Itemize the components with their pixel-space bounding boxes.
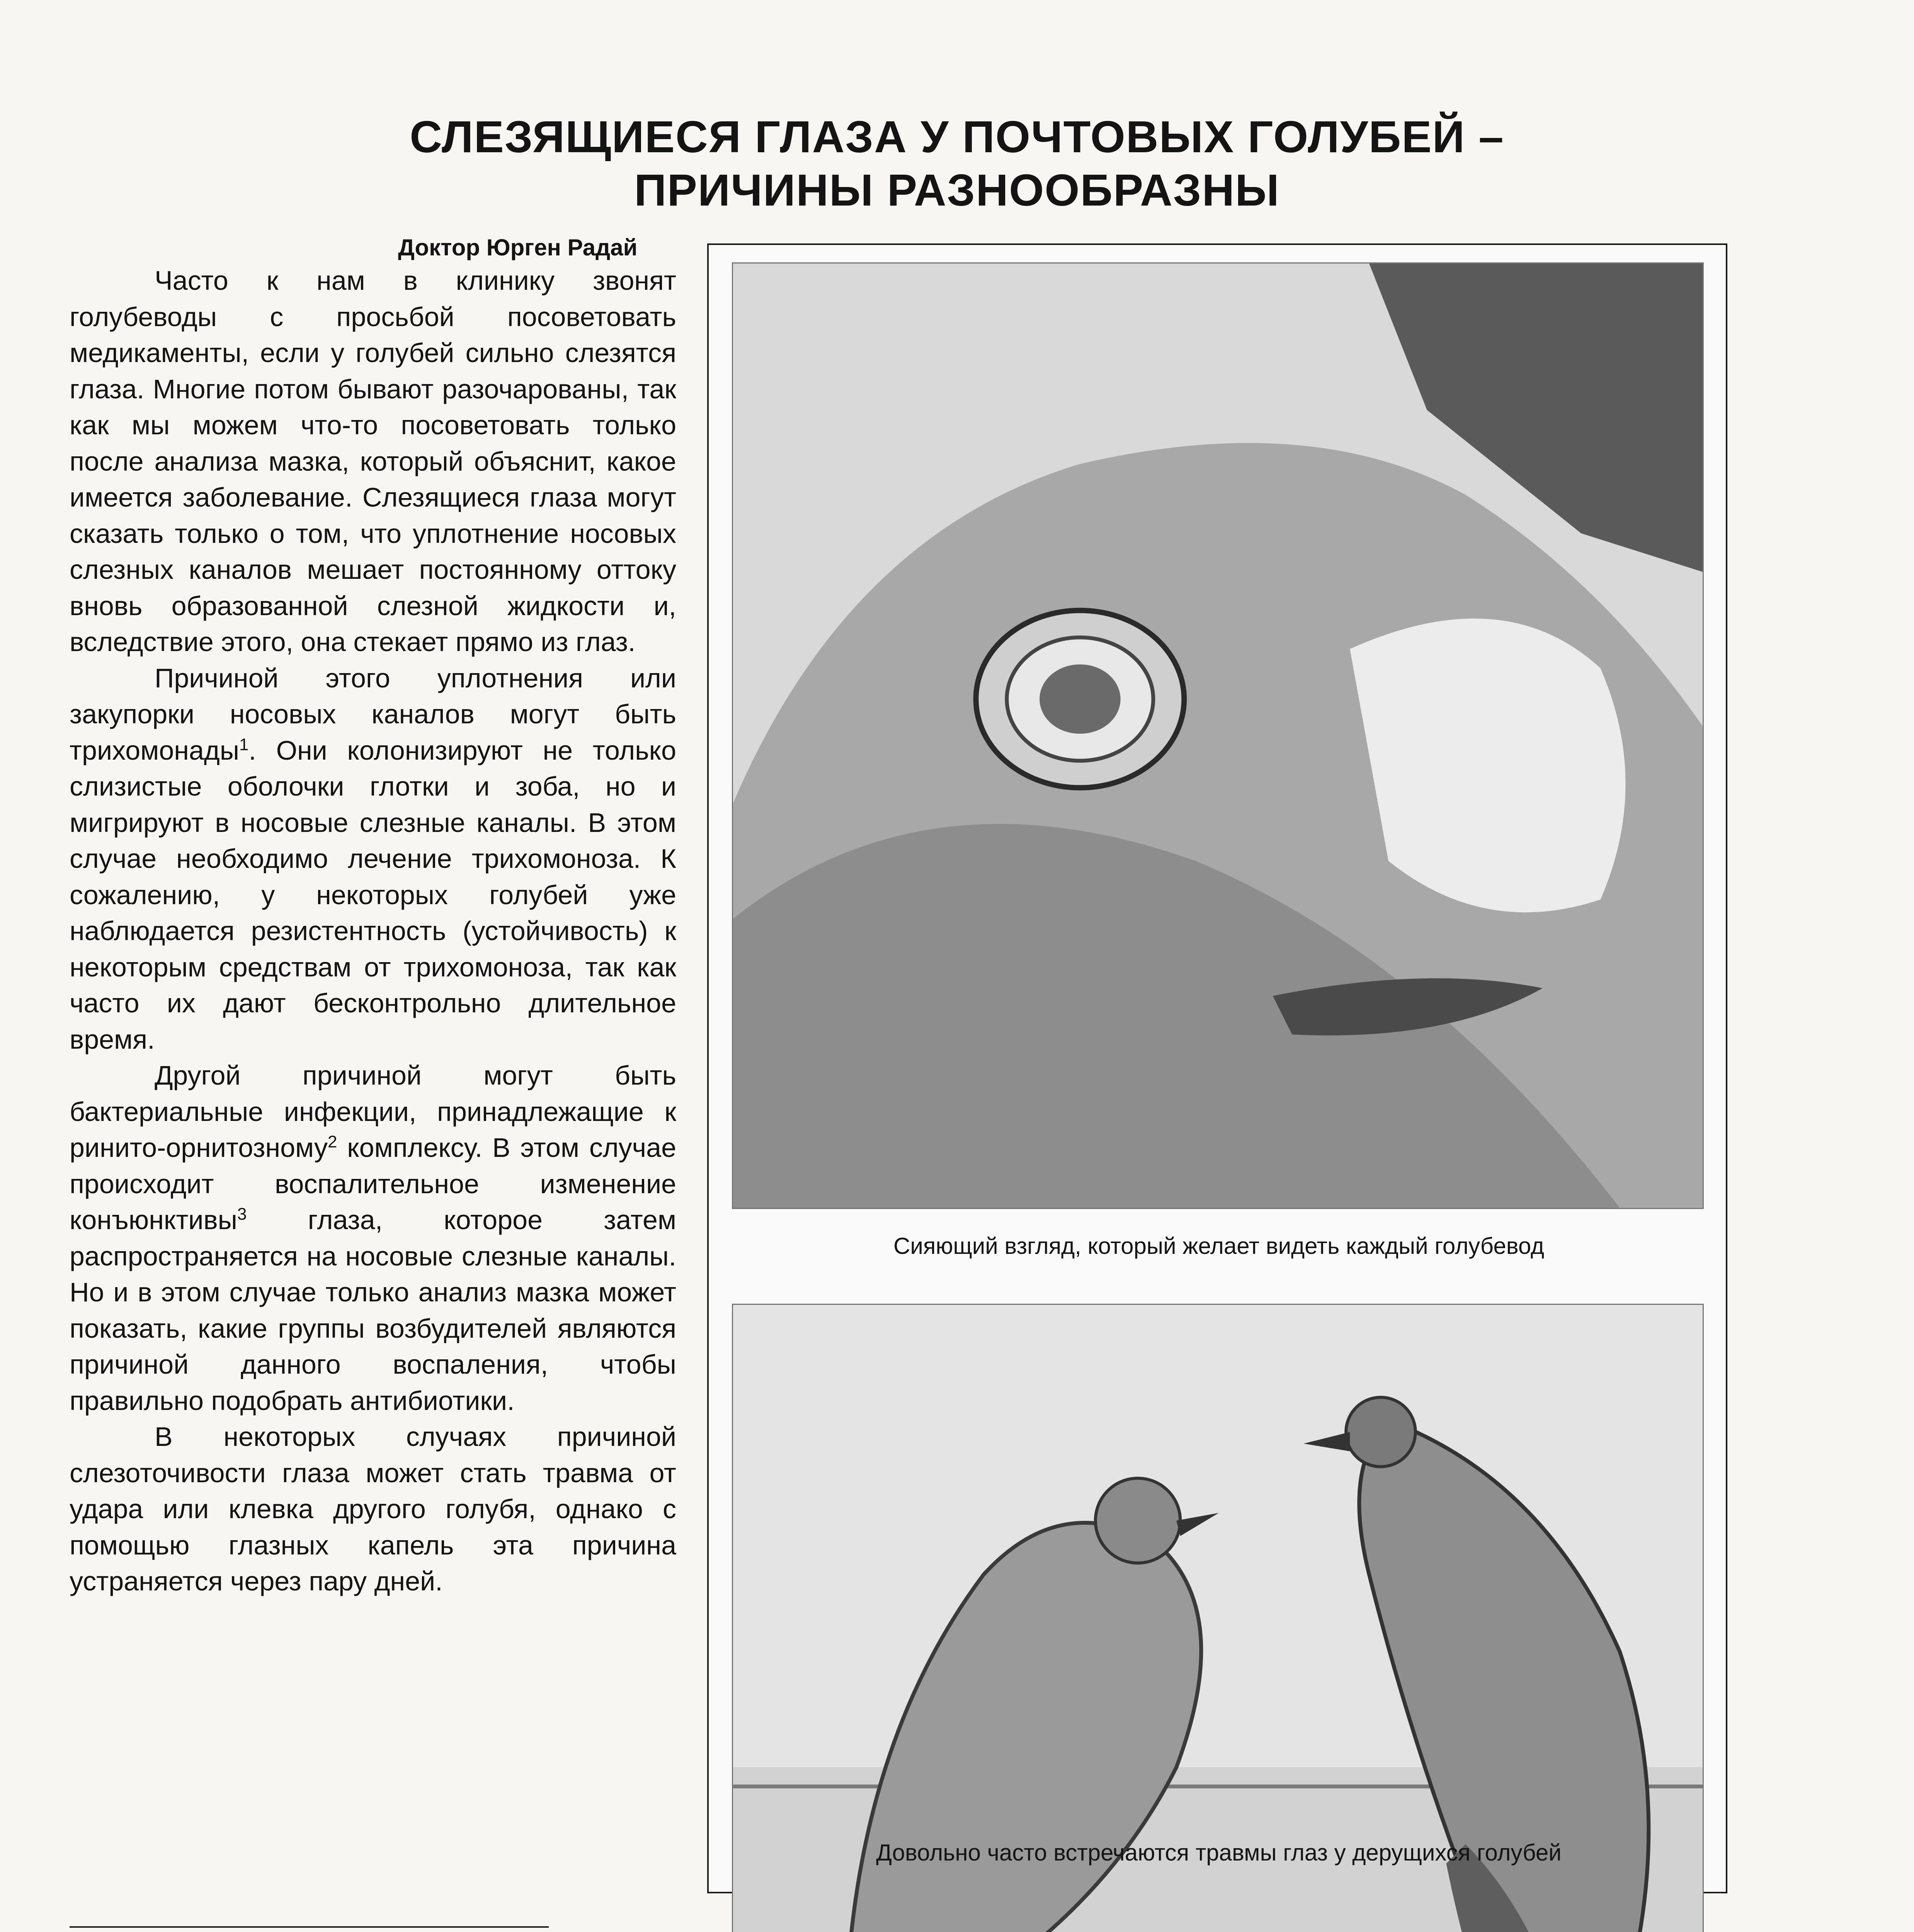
paragraph-2-start: Причиной этого уплотнения или закупорки носовых каналов могут быть трихомонады (70, 663, 676, 765)
fighting-pigeons-illustration (733, 1305, 1703, 1932)
footnote-ref-2: 2 (327, 1132, 337, 1151)
pigeon-eye-illustration (733, 264, 1703, 1208)
paragraph-2-end: . Они колонизируют не только слизистые оболочки глотки и зоба, но и мигрируют в носовые слезные каналы. В этом случае необходимо лечение трихомоноза. К сожалению, у некоторых голубей уже наблюдается резистентность (устойчивость) к некоторым средствам от трихомоноза, так как часто их дают бесконтрольно длительное время. (70, 735, 676, 1054)
title-line-1: СЛЕЗЯЩИЕСЯ ГЛАЗА У ПОЧТОВЫХ ГОЛУБЕЙ – (410, 112, 1504, 162)
footnote-divider (70, 1926, 549, 1928)
photo-caption-1: Сияющий взгляд, который желает видеть каждый голубевод (893, 1233, 1544, 1259)
article-title (0, 110, 1914, 217)
paragraph-3-start: Другой причиной могут быть бактериальные инфекции, принадлежащие к ринито-орнитозному (70, 1060, 676, 1163)
photo-panel (707, 243, 1727, 1893)
photo-caption-2: Довольно часто встречаются травмы глаз у дерущихся голубей (876, 1840, 1562, 1866)
pigeon-eye-photo (732, 262, 1704, 1209)
footnote-ref-1: 1 (239, 735, 249, 754)
article-body (70, 263, 676, 1600)
paragraph-3-end: глаза, которое затем распространяется на носовые слезные каналы. Но и в этом случае только анализ мазка может показать, какие группы возбудителей являются причиной данного воспаления, чтобы правильно подобрать антибиотики. (70, 1205, 676, 1416)
footnote-ref-3: 3 (237, 1204, 247, 1224)
fighting-pigeons-photo (732, 1304, 1704, 1932)
paragraph-4: В некоторых случаях причиной слезоточивости глаза может стать травма от удара или клевка другого голубя, однако с помощью глазных капель эта причина устраняется через пару дней. (70, 1422, 676, 1596)
paragraph-3-middle: комплексу. В этом случае происходит воспалительное изменение конъюнктивы (70, 1133, 676, 1235)
paragraph-3 (70, 1058, 676, 1419)
title-line-2: ПРИЧИНЫ РАЗНООБРАЗНЫ (634, 165, 1280, 215)
author-byline: Доктор Юрген Радай (398, 235, 638, 260)
paragraph-1: Часто к нам в клинику звонят голубеводы с просьбой посоветовать медикаменты, если у голубей сильно слезятся глаза. Многие потом бывают разочарованы, так как мы можем что-то посоветовать только после анализа мазка, который объяснит, какое имеется заболевание. Слезящиеся глаза могут сказать только о том, что уплотнение носовых слезных каналов мешает постоянному оттоку вновь образованной слезной жидкости и, вследствие этого, она стекает прямо из глаз. (70, 265, 676, 657)
paragraph-2 (70, 660, 676, 1058)
